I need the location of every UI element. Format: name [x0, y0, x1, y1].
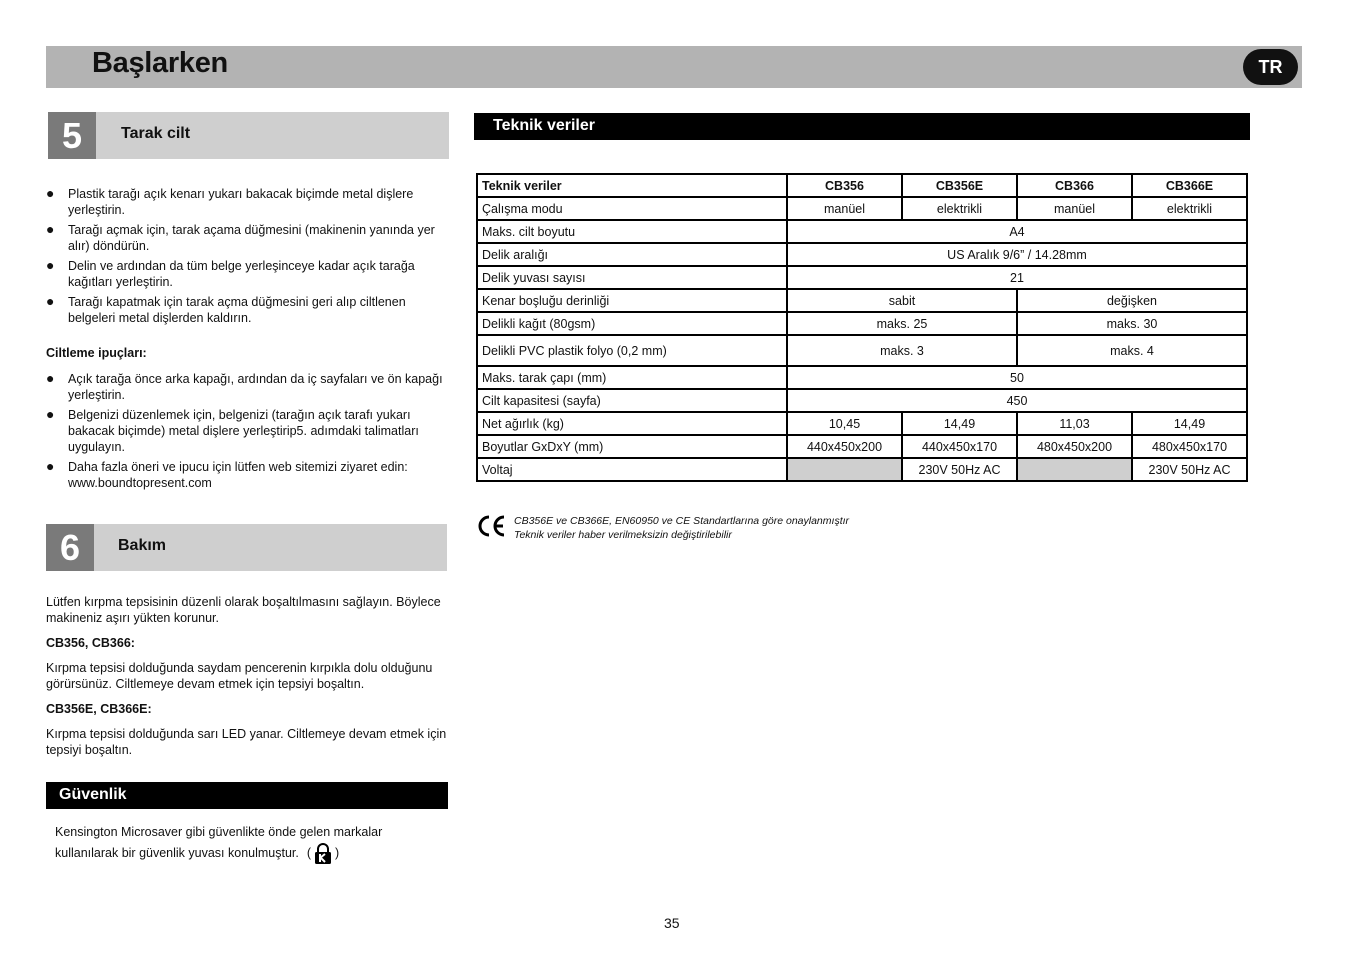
table-row	[477, 412, 1247, 435]
table-cell: sabit	[787, 289, 1017, 312]
bullet-icon: ●	[46, 257, 55, 273]
table-row	[477, 366, 1247, 389]
table-cell: CB356	[787, 174, 902, 197]
table-row	[477, 435, 1247, 458]
spec-table	[476, 173, 1248, 482]
table-row	[477, 289, 1247, 312]
security-line-1: Kensington Microsaver gibi güvenlikte önde gelen markalar	[55, 825, 383, 839]
tech-data-title: Teknik veriler	[493, 117, 595, 134]
table-row	[477, 266, 1247, 289]
list-item: ● Delin ve ardından da tüm belge yerleşinceye kadar açık tarağa kağıtları yerleştirin.	[46, 257, 415, 289]
section-5-title: Tarak cilt	[121, 125, 191, 142]
models-a-text: Kırpma tepsisi dolduğunda saydam pencerenin kırpıkla dolu olduğunu görürsünüz. Ciltlemeye devam etmek için tepsiyi boşaltın.	[46, 661, 433, 691]
section-5-number: 5	[48, 112, 96, 159]
table-cell: 440x450x200	[787, 435, 902, 458]
table-cell: CB366	[1017, 174, 1132, 197]
security-line-2: kullanılarak bir güvenlik yuvası konulmuştur.	[55, 846, 299, 860]
section-6-header	[46, 524, 447, 571]
table-cell: manüel	[787, 197, 902, 220]
table-cell: 11,03	[1017, 412, 1132, 435]
tech-data-header	[474, 113, 1250, 140]
table-cell: 440x450x170	[902, 435, 1017, 458]
section-5-header	[48, 112, 449, 159]
table-cell: CB356E	[902, 174, 1017, 197]
table-row	[477, 220, 1247, 243]
table-row	[477, 197, 1247, 220]
table-cell: Delikli kağıt (80gsm)	[477, 312, 787, 335]
page-number: 35	[664, 915, 680, 931]
security-text	[55, 824, 455, 863]
table-cell: 10,45	[787, 412, 902, 435]
maintenance-text	[46, 594, 451, 758]
table-cell: değişken	[1017, 289, 1247, 312]
table-cell: 480x450x200	[1017, 435, 1132, 458]
tips-list	[46, 371, 451, 495]
table-cell: Çalışma modu	[477, 197, 787, 220]
models-b-text: Kırpma tepsisi dolduğunda sarı LED yanar. Ciltlemeye devam etmek için tepsiyi boşaltın.	[46, 727, 447, 757]
list-item: ● Tarağı kapatmak için tarak açma düğmesini geri alıp ciltlenen belgeleri metal dişlerden kaldırın.	[46, 293, 406, 325]
table-cell: maks. 25	[787, 312, 1017, 335]
list-item: ● Belgenizi düzenlemek için, belgenizi (tarağın açık tarafı yukarı bakacak biçimde) metal dişlere yerleştirip5. adımdaki talimatları uygulayın.	[46, 406, 419, 454]
table-cell: Voltaj	[477, 458, 787, 481]
paren-open: (	[306, 846, 312, 860]
maintenance-intro: Lütfen kırpma tepsisinin düzenli olarak boşaltılmasını sağlayın. Böylece makineniz aşırı yükten korunur.	[46, 595, 441, 625]
table-cell: Teknik veriler	[477, 174, 787, 197]
table-cell: 50	[787, 366, 1247, 389]
bullet-icon: ●	[46, 293, 55, 309]
page-title: Başlarken	[92, 47, 228, 79]
bullet-icon: ●	[46, 185, 55, 201]
table-cell: 480x450x170	[1132, 435, 1247, 458]
tips-heading: Ciltleme ipuçları:	[46, 346, 147, 360]
table-cell-empty	[787, 458, 902, 481]
table-cell: A4	[787, 220, 1247, 243]
table-cell: Boyutlar GxDxY (mm)	[477, 435, 787, 458]
table-cell: manüel	[1017, 197, 1132, 220]
bullet-icon: ●	[46, 458, 55, 474]
bullet-icon: ●	[46, 406, 55, 422]
bullet-icon: ●	[46, 221, 55, 237]
table-cell: elektrikli	[1132, 197, 1247, 220]
table-cell: 21	[787, 266, 1247, 289]
table-cell: Delik yuvası sayısı	[477, 266, 787, 289]
table-cell: Maks. tarak çapı (mm)	[477, 366, 787, 389]
section-5-steps	[46, 186, 451, 330]
models-a-heading: CB356, CB366:	[46, 636, 135, 650]
table-cell: Maks. cilt boyutu	[477, 220, 787, 243]
paren-close: )	[335, 846, 340, 860]
approval-note	[514, 514, 849, 542]
header-bar	[46, 46, 1302, 88]
table-cell: elektrikli	[902, 197, 1017, 220]
table-cell: Net ağırlık (kg)	[477, 412, 787, 435]
bullet-icon: ●	[46, 370, 55, 386]
table-cell: Cilt kapasitesi (sayfa)	[477, 389, 787, 412]
table-cell: 450	[787, 389, 1247, 412]
ce-mark-icon	[475, 514, 507, 538]
section-6-number: 6	[46, 524, 94, 571]
approval-note-line-2: Teknik veriler haber verilmeksizin değiştirilebilir	[514, 529, 732, 541]
table-cell: 230V 50Hz AC	[1132, 458, 1247, 481]
table-row	[477, 458, 1247, 481]
security-title: Güvenlik	[59, 786, 127, 803]
table-cell: maks. 4	[1017, 335, 1247, 366]
table-cell: US Aralık 9/6” / 14.28mm	[787, 243, 1247, 266]
table-row	[477, 243, 1247, 266]
table-cell: 14,49	[902, 412, 1017, 435]
table-cell: maks. 3	[787, 335, 1017, 366]
language-badge: TR	[1243, 49, 1298, 85]
approval-note-line-1: CB356E ve CB366E, EN60950 ve CE Standartlarına göre onaylanmıştır	[514, 515, 850, 527]
table-cell: CB366E	[1132, 174, 1247, 197]
list-item: ● Plastik tarağı açık kenarı yukarı bakacak biçimde metal dişlere yerleştirin.	[46, 185, 414, 217]
table-header-row	[477, 174, 1247, 197]
table-cell: Kenar boşluğu derinliği	[477, 289, 787, 312]
list-item: ● Açık tarağa önce arka kapağı, ardından da iç sayfaları ve ön kapağı yerleştirin.	[46, 370, 443, 402]
table-cell: Delikli PVC plastik folyo (0,2 mm)	[477, 335, 787, 366]
list-item: ● Tarağı açmak için, tarak açama düğmesini (makinenin yanında yer alır) döndürün.	[46, 221, 435, 253]
table-row	[477, 389, 1247, 412]
table-cell: 14,49	[1132, 412, 1247, 435]
table-cell: 230V 50Hz AC	[902, 458, 1017, 481]
table-cell: maks. 30	[1017, 312, 1247, 335]
security-line-2-row	[55, 843, 455, 863]
kensington-lock-icon	[313, 843, 333, 863]
security-header	[46, 782, 448, 809]
section-6-title: Bakım	[118, 537, 167, 554]
table-row	[477, 335, 1247, 366]
list-item: ● Daha fazla öneri ve ipucu için lütfen web sitemizi ziyaret edin: www.boundtopresent.com	[46, 458, 408, 490]
table-row	[477, 312, 1247, 335]
table-cell-empty	[1017, 458, 1132, 481]
models-b-heading: CB356E, CB366E:	[46, 702, 152, 716]
table-cell: Delik aralığı	[477, 243, 787, 266]
